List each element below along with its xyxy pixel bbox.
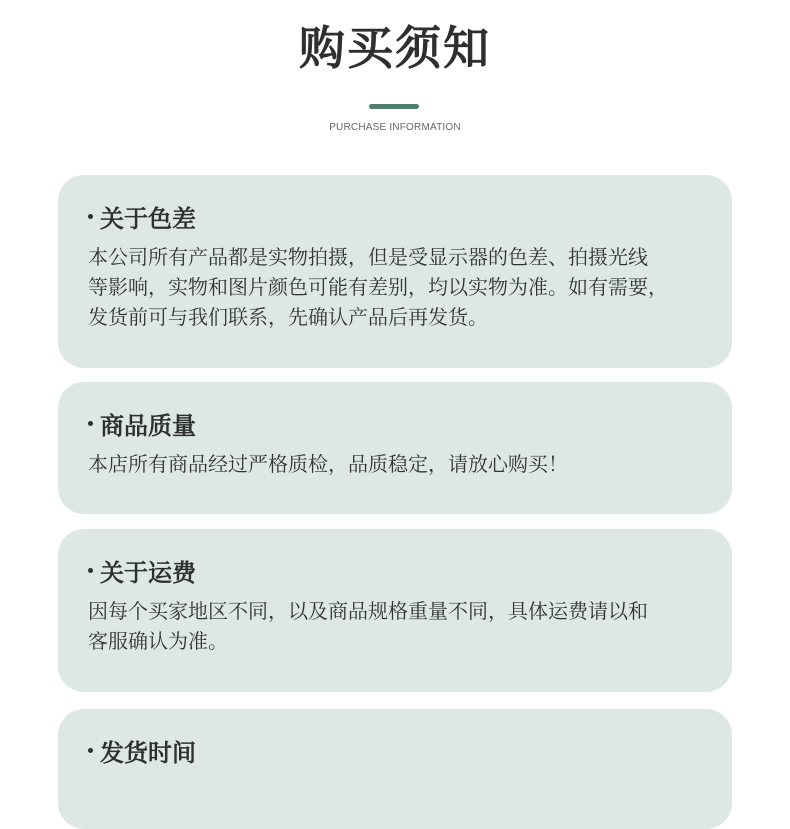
card-heading-text: 发货时间 [100, 738, 196, 767]
bullet-icon [88, 748, 93, 753]
card-body-text: 因每个买家地区不同，以及商品规格重量不同，具体运费请以和 客服确认为准。 [88, 599, 648, 653]
info-card-product-quality [58, 382, 732, 514]
info-card-delivery-time [58, 709, 732, 829]
page-subtitle: PURCHASE INFORMATION [329, 122, 461, 133]
title-accent-bar [369, 104, 419, 109]
card-heading [88, 553, 702, 587]
card-body-text: 本公司所有产品都是实物拍摄，但是受显示器的色差、拍摄光线 等影响，实物和图片颜色可能有差别，均以实物为准。如有需要， 发货前可与我们联系，先确认产品后再发货。 [88, 245, 668, 329]
bullet-icon [88, 421, 93, 426]
card-heading [88, 406, 702, 440]
info-card-color-difference [58, 175, 732, 368]
bullet-icon [88, 214, 93, 219]
card-heading [88, 733, 702, 767]
bullet-icon [88, 568, 93, 573]
page-title: 购买须知 [299, 21, 491, 75]
card-heading-text: 关于运费 [100, 558, 196, 587]
card-heading [88, 199, 702, 233]
card-body-text: 本店所有商品经过严格质检，品质稳定，请放心购买！ [88, 452, 568, 476]
card-heading-text: 关于色差 [100, 204, 196, 233]
info-card-shipping-fee [58, 529, 732, 692]
card-heading-text: 商品质量 [100, 411, 196, 440]
